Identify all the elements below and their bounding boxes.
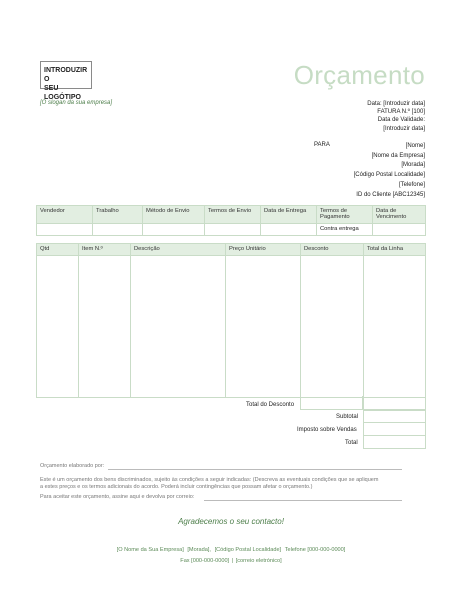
signature-line[interactable]	[204, 500, 402, 501]
cell-total-linha[interactable]	[364, 256, 426, 398]
header-preco-unitario: Preço Unitário	[226, 244, 301, 256]
logo-placeholder	[40, 61, 92, 101]
sales-tax-label: Imposto sobre Vendas	[297, 427, 357, 433]
cell-desconto[interactable]	[301, 256, 364, 398]
discount-total-label: Total do Desconto	[246, 402, 295, 408]
header-descricao: Descrição	[131, 244, 226, 256]
quote-date: Data: [Introduzir data]	[367, 101, 425, 107]
company-slogan: [O slogan da sua empresa]	[40, 100, 113, 106]
footer-email[interactable]: [correio eletrónico]	[235, 558, 282, 564]
validity-label: Data de Validade:	[377, 117, 425, 124]
header-termos-envio: Termos de Envio	[205, 206, 261, 224]
footer-address: [Morada],	[187, 547, 211, 553]
logo-line-2: SEU LOGÓTIPO	[44, 85, 81, 101]
recipient-name: [Nome]	[405, 143, 425, 149]
recipient-address: [Morada]	[401, 162, 425, 169]
recipient-company: [Nome da Empresa]	[371, 152, 425, 159]
cell-termos-envio[interactable]	[205, 224, 261, 236]
document-title: Orçamento	[293, 60, 425, 90]
footer-phone: Telefone [000-000-0000]	[284, 547, 346, 553]
recipient-postal: [Código Postal Localidade]	[353, 172, 425, 179]
header-metodo-envio: Método de Envio	[143, 206, 205, 224]
recipient-block	[354, 142, 425, 200]
prepared-by-label: Orçamento elaborado por:	[40, 463, 105, 469]
footer-postal: [Código Postal Localidade]	[214, 547, 282, 553]
cell-data-entrega[interactable]	[261, 224, 317, 236]
header-data-vencimento: Data de Vencimento	[373, 206, 426, 224]
logo-line-1: INTRODUZIR O	[44, 67, 88, 83]
header-trabalho: Trabalho	[93, 206, 143, 224]
footer-contact-line	[0, 558, 462, 564]
footer-address-line	[0, 547, 462, 553]
subtotal-label: Subtotal	[336, 414, 359, 420]
cell-preco-unitario[interactable]	[226, 256, 301, 398]
discount-total-value[interactable]	[300, 396, 363, 410]
footer-fax: Fax [000-000-0000]	[180, 558, 230, 564]
thank-you-message: Agradecemos o seu contacto!	[178, 517, 284, 526]
footer-company: [O Nome da Sua Empresa]	[116, 547, 184, 553]
header-total-linha: Total da Linha	[364, 244, 426, 256]
customer-id: ID do Cliente [ABC12345]	[356, 191, 425, 198]
recipient-label: PARA	[314, 142, 330, 148]
cell-termos-pagamento[interactable]: Contra entrega	[317, 224, 373, 236]
footer-separator: |	[231, 558, 235, 564]
terms-note-1: Este é um orçamento dos bens discriminados, sujeito às condições a seguir indicadas: (Descreva as eventuais condições que se apliquem	[40, 477, 379, 483]
invoice-number: FATURA N.º [100]	[377, 109, 425, 116]
discount-line-total-value[interactable]	[363, 396, 426, 410]
header-vendedor: Vendedor	[37, 206, 93, 224]
cell-descricao[interactable]	[131, 256, 226, 398]
header-termos-pagamento: Termos de Pagamento	[317, 206, 373, 224]
items-table	[36, 243, 426, 398]
validity-date: [Introduzir data]	[383, 125, 425, 132]
header-data-entrega: Data de Entrega	[261, 206, 317, 224]
items-header-row	[37, 244, 426, 256]
sales-info-table	[36, 205, 426, 236]
subtotal-value[interactable]	[363, 410, 426, 423]
cell-item-numero[interactable]	[79, 256, 131, 398]
header-item-numero: Item N.º	[79, 244, 131, 256]
sales-data-row	[37, 224, 426, 236]
header-qtd: Qtd	[37, 244, 79, 256]
quote-meta	[367, 100, 425, 133]
header-desconto: Desconto	[301, 244, 364, 256]
items-body-row	[37, 256, 426, 398]
cell-vendedor[interactable]	[37, 224, 93, 236]
cell-qtd[interactable]	[37, 256, 79, 398]
grand-total-label: Total	[345, 440, 358, 446]
terms-note-2: a estes preços e os termos adicionais do acordo. Poderá incluir contingências que possam afetar o orçamento.)	[40, 484, 313, 490]
cell-data-vencimento[interactable]	[373, 224, 426, 236]
cell-trabalho[interactable]	[93, 224, 143, 236]
sales-tax-value[interactable]	[363, 423, 426, 436]
sales-header-row	[37, 206, 426, 224]
accept-label: Para aceitar este orçamento, assine aqui e devolva por correio:	[40, 494, 195, 500]
recipient-phone: [Telefone]	[398, 181, 425, 188]
cell-metodo-envio[interactable]	[143, 224, 205, 236]
grand-total-value[interactable]	[363, 436, 426, 449]
prepared-by-line[interactable]	[108, 469, 402, 470]
